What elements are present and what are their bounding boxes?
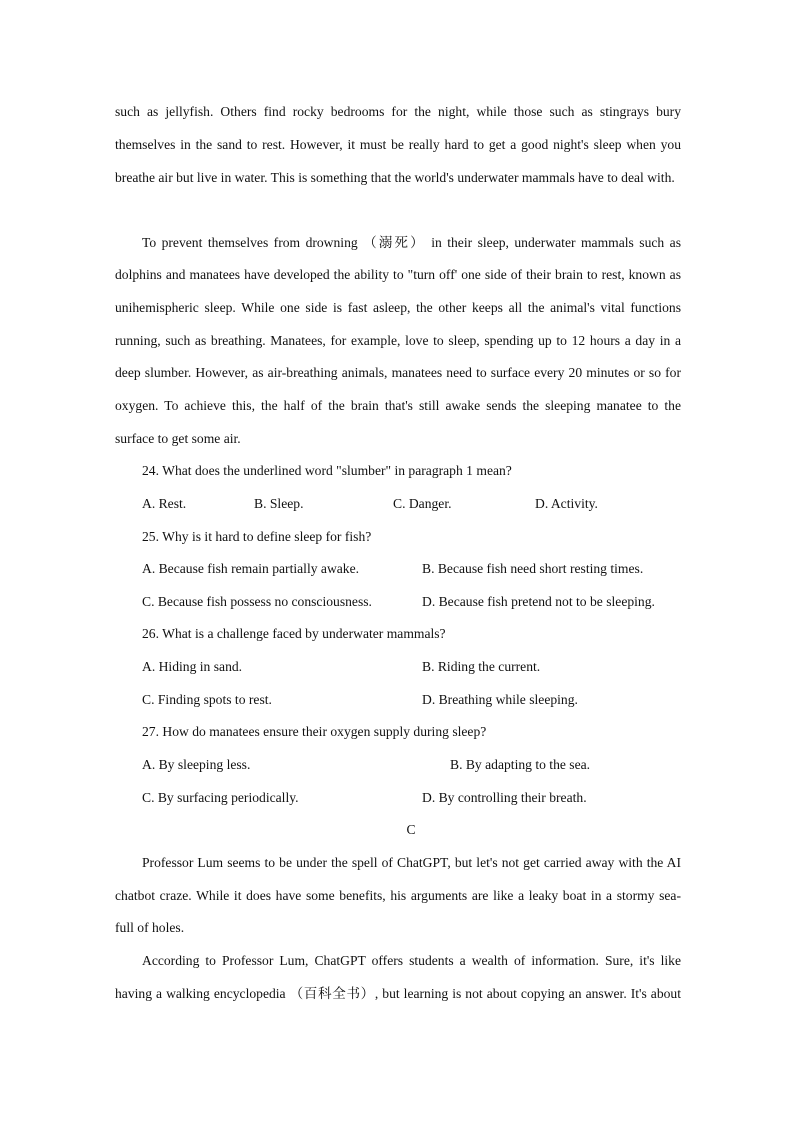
passage-b2-line-2: dolphins and manatees have developed the ability to "turn off' one side of their brain to rest, known as [115, 267, 681, 282]
question-25-option-c: C. Because fish possess no consciousness. [142, 594, 372, 609]
question-25-option-d: D. Because fish pretend not to be sleeping. [422, 594, 655, 609]
passage-b2-line-1: To prevent themselves from drowning （溺死） in their sleep, underwater mammals such as [142, 235, 681, 250]
question-27-option-a: A. By sleeping less. [142, 757, 251, 772]
question-25-stem: 25. Why is it hard to define sleep for fish? [142, 529, 372, 544]
question-24-option-d: D. Activity. [535, 496, 598, 511]
question-25-option-b: B. Because fish need short resting times. [422, 561, 644, 576]
passage-b2-line-4: running, such as breathing. Manatees, for example, love to sleep, spending up to 12 hours a day in a [115, 333, 681, 348]
section-c-para2-line-1: According to Professor Lum, ChatGPT offers students a wealth of information. Sure, it's like [142, 953, 681, 968]
question-26-stem: 26. What is a challenge faced by underwater mammals? [142, 626, 446, 641]
question-26-option-b: B. Riding the current. [422, 659, 541, 674]
section-c-para1-line-2: chatbot craze. While it does have some benefits, his arguments are like a leaky boat in a stormy sea- [115, 888, 681, 903]
passage-b2-line-3: unihemispheric sleep. While one side is fast asleep, the other keeps all the animal's vital functions [115, 300, 681, 315]
passage-b2-line-7: surface to get some air. [115, 431, 241, 446]
question-24-option-c: C. Danger. [393, 496, 452, 511]
question-27-option-d: D. By controlling their breath. [422, 790, 587, 805]
question-24-option-b: B. Sleep. [254, 496, 304, 511]
question-26-option-a: A. Hiding in sand. [142, 659, 243, 674]
passage-b2-line-6: oxygen. To achieve this, the half of the brain that's still awake sends the sleeping manatee to the [115, 398, 681, 413]
question-27-option-c: C. By surfacing periodically. [142, 790, 299, 805]
question-27-stem: 27. How do manatees ensure their oxygen supply during sleep? [142, 724, 487, 739]
passage-b-line-2: themselves in the sand to rest. However, it must be really hard to get a good night's sleep when you [115, 137, 681, 152]
passage-b-line-3: breathe air but live in water. This is something that the world's underwater mammals have to deal with. [115, 170, 675, 185]
section-c-para2-line-2: having a walking encyclopedia （百科全书）, but learning is not about copying an answer. It's about [115, 986, 681, 1001]
section-c-heading: C [406, 822, 416, 837]
passage-b2-line-5: deep slumber. However, as air-breathing animals, manatees need to surface every 20 minutes or so for [115, 365, 681, 380]
question-24-option-a: A. Rest. [142, 496, 187, 511]
question-26-option-c: C. Finding spots to rest. [142, 692, 272, 707]
question-26-option-d: D. Breathing while sleeping. [422, 692, 578, 707]
passage-b-line-1: such as jellyfish. Others find rocky bedrooms for the night, while those such as stingrays bury [115, 104, 681, 119]
section-c-para1-line-3: full of holes. [115, 920, 185, 935]
question-27-option-b: B. By adapting to the sea. [450, 757, 591, 772]
section-c-para1-line-1: Professor Lum seems to be under the spell of ChatGPT, but let's not get carried away with the AI [142, 855, 681, 870]
question-24-stem: 24. What does the underlined word "slumber" in paragraph 1 mean? [142, 463, 512, 478]
question-25-option-a: A. Because fish remain partially awake. [142, 561, 360, 576]
